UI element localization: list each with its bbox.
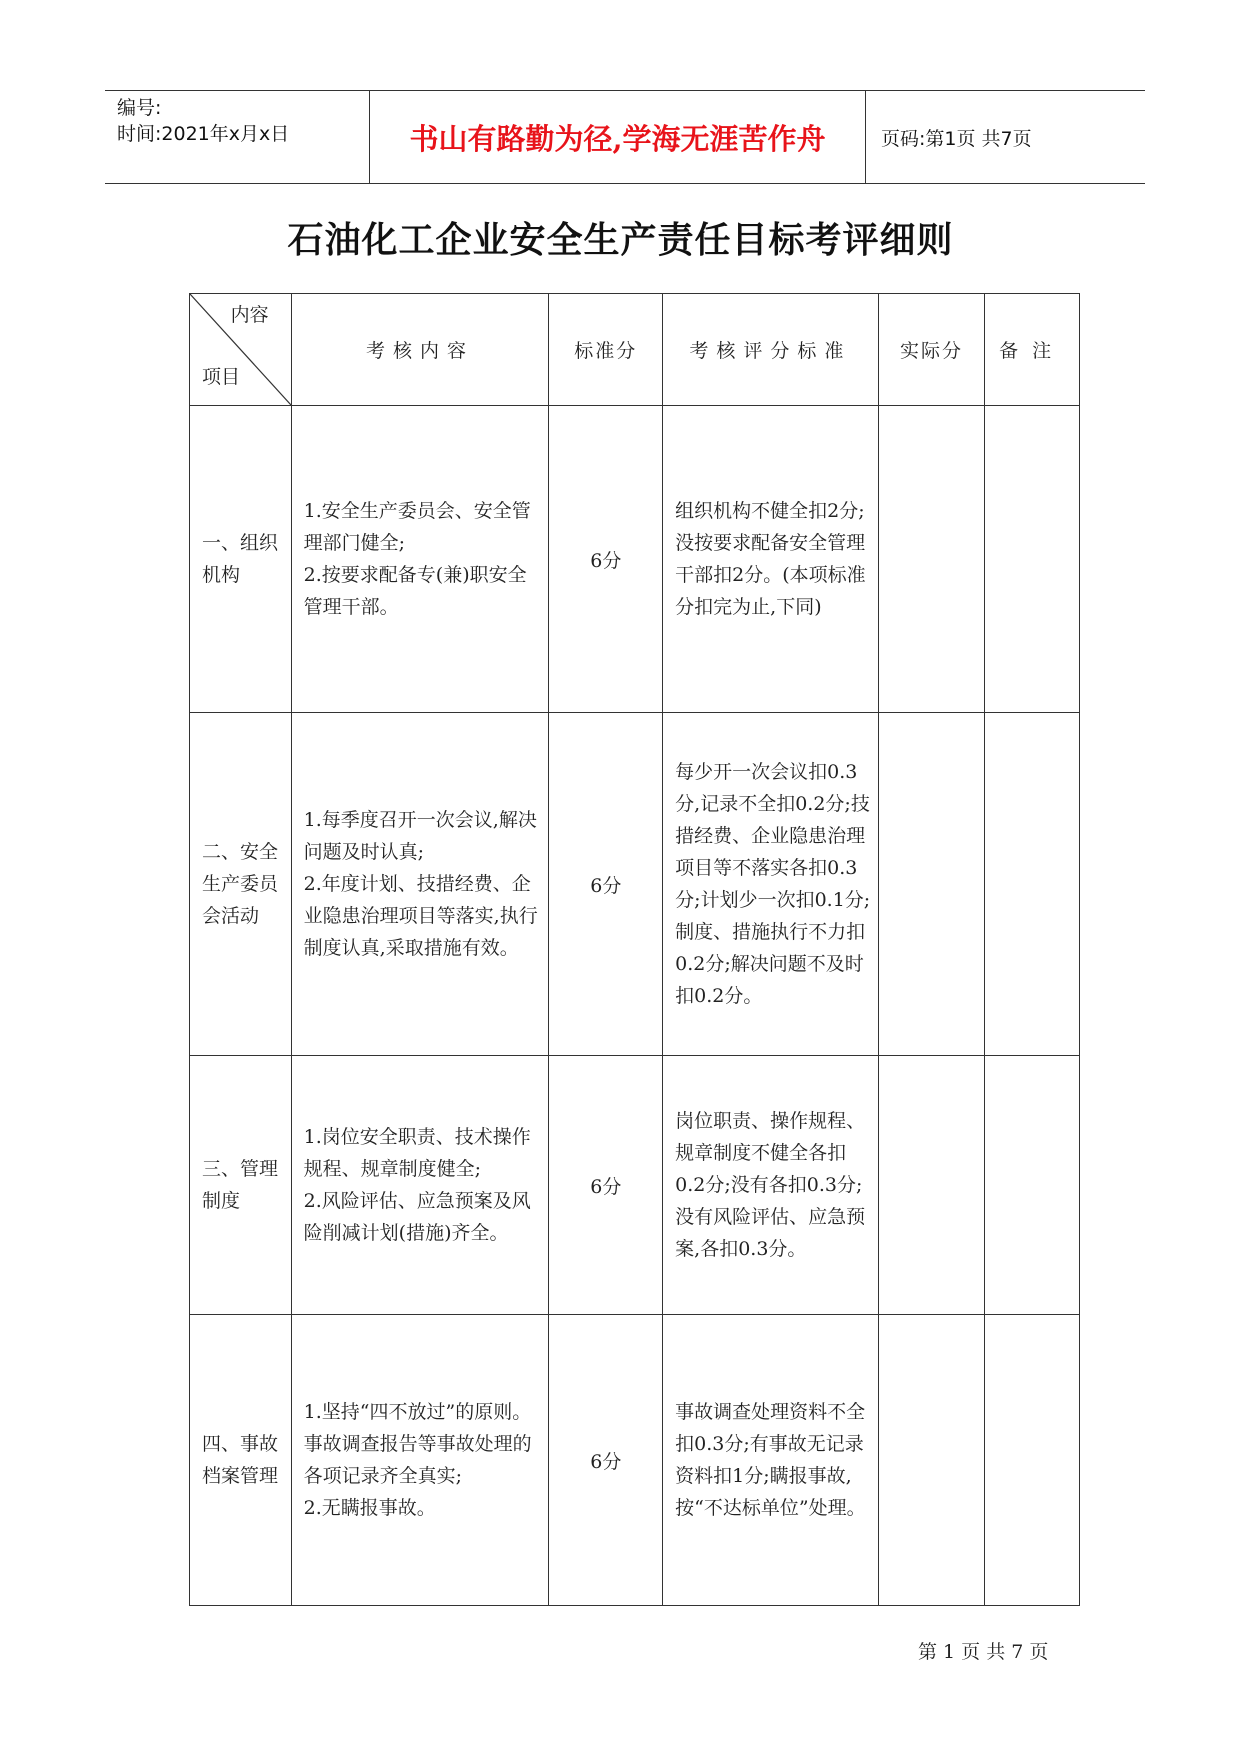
row-remark [985,713,1080,1056]
row-standard: 6分 [549,713,663,1056]
document-header [105,90,1145,184]
row-content: 1.坚持“四不放过”的原则。事故调查报告等事故处理的各项记录齐全真实; 2.无瞒报事故。 [291,1315,549,1606]
time-label: 时间:2021年x月x日 [117,123,290,145]
row-actual [878,406,985,713]
row-remark [985,1315,1080,1606]
header-actual: 实际分 [878,294,985,406]
row-remark [985,406,1080,713]
header-standard: 标准分 [549,294,663,406]
row-item: 四、事故档案管理 [190,1315,292,1606]
number-label: 编号: [117,97,162,119]
diag-label-content: 内容 [230,304,269,326]
header-left [117,91,367,187]
row-item: 三、管理制度 [190,1056,292,1315]
table-header-row [190,294,1080,406]
row-standard: 6分 [549,1315,663,1606]
diagonal-header-cell [190,294,292,406]
row-content: 1.安全生产委员会、安全管理部门健全; 2.按要求配备专(兼)职安全管理干部。 [291,406,549,713]
row-actual [878,1315,985,1606]
row-content: 1.每季度召开一次会议,解决问题及时认真; 2.年度计划、技措经费、企业隐患治理项目等落实,执行制度认真,采取措施有效。 [291,713,549,1056]
row-standard: 6分 [549,1056,663,1315]
row-standard: 6分 [549,406,663,713]
row-actual [878,1056,985,1315]
row-item: 一、组织机构 [190,406,292,713]
row-remark [985,1056,1080,1315]
header-criteria: 考核评分标准 [663,294,878,406]
row-actual [878,713,985,1056]
row-criteria: 每少开一次会议扣0.3分,记录不全扣0.2分;技措经费、企业隐患治理项目等不落实各扣0.3分;计划少一次扣0.1分;制度、措施执行不力扣0.2分;解决问题不及时扣0.2分。 [663,713,878,1056]
header-remark: 备注 [985,294,1080,406]
table-row [190,406,1080,713]
header-content: 考核内容 [291,294,549,406]
row-criteria: 岗位职责、操作规程、规章制度不健全各扣0.2分;没有各扣0.3分;没有风险评估、应急预案,各扣0.3分。 [663,1056,878,1315]
row-content: 1.岗位安全职责、技术操作规程、规章制度健全; 2.风险评估、应急预案及风险削减计划(措施)齐全。 [291,1056,549,1315]
row-item: 二、安全生产委员会活动 [190,713,292,1056]
page-title: 石油化工企业安全生产责任目标考评细则 [287,219,954,261]
page-label: 页码:第1页 共7页 [881,127,1032,150]
table-row [190,1056,1080,1315]
motto: 书山有路勤为径,学海无涯苦作舟 [369,91,866,183]
page-footer: 第 1 页 共 7 页 [918,1641,1049,1663]
diag-label-item: 项目 [202,366,241,388]
evaluation-table [189,293,1080,1606]
table-row [190,1315,1080,1606]
row-criteria: 组织机构不健全扣2分;没按要求配备安全管理干部扣2分。(本项标准分扣完为止,下同) [663,406,878,713]
row-criteria: 事故调查处理资料不全扣0.3分;有事故无记录资料扣1分;瞒报事故,按“不达标单位”处理。 [663,1315,878,1606]
table-row [190,713,1080,1056]
